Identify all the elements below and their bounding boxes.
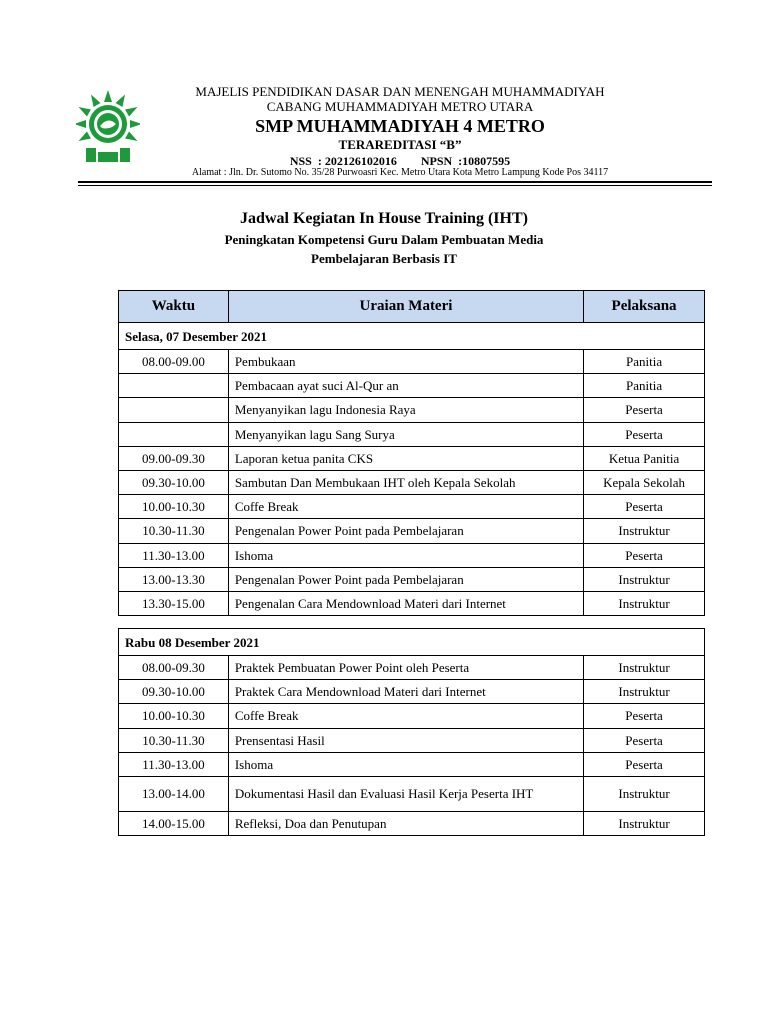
cell-time: 09.30-10.00 [119,470,229,494]
cell-item: Pembacaan ayat suci Al-Qur an [228,374,583,398]
cell-by: Instruktur [584,776,705,811]
cell-by: Panitia [584,350,705,374]
cell-by: Peserta [584,495,705,519]
cell-time: 10.00-10.30 [119,495,229,519]
cell-time: 14.00-15.00 [119,811,229,835]
cell-time: 10.00-10.30 [119,704,229,728]
cell-item: Pengenalan Cara Mendownload Materi dari Internet [228,591,583,615]
cell-item: Menyanyikan lagu Indonesia Raya [228,398,583,422]
cell-by: Peserta [584,752,705,776]
cell-by: Kepala Sekolah [584,470,705,494]
cell-time: 11.30-13.00 [119,752,229,776]
accreditation: TERAREDITASI “B” [338,137,462,152]
cell-time [119,422,229,446]
schedule-table-day2 [118,628,705,836]
table-row [119,591,705,615]
table-row [119,704,705,728]
day-row [119,323,705,350]
table-row [119,374,705,398]
cell-item: Praktek Pembuatan Power Point oleh Peserta [228,656,583,680]
cell-item: Pengenalan Power Point pada Pembelajaran [228,567,583,591]
muhammadiyah-emblem-icon [76,88,140,164]
document-subtitle-2: Pembelajaran Berbasis IT [311,251,457,266]
cell-item: Ishoma [228,752,583,776]
cell-time: 11.30-13.00 [119,543,229,567]
org-line-2: CABANG MUHAMMADIYAH METRO UTARA [266,99,534,114]
cell-time: 09.30-10.00 [119,680,229,704]
cell-item: Prensentasi Hasil [228,728,583,752]
cell-item: Sambutan Dan Membukaan IHT oleh Kepala Sekolah [228,470,583,494]
cell-by: Instruktur [584,567,705,591]
cell-by: Peserta [584,543,705,567]
table-row [119,811,705,835]
cell-time: 08.00-09.00 [119,350,229,374]
table-row [119,422,705,446]
cell-by: Instruktur [584,680,705,704]
day-row [119,629,705,656]
cell-by: Panitia [584,374,705,398]
document-title: Jadwal Kegiatan In House Training (IHT) [240,210,528,227]
school-ids: NSS : 202126102016 NPSN :10807595 [289,154,511,168]
cell-by: Instruktur [584,811,705,835]
cell-by: Instruktur [584,591,705,615]
cell-item: Menyanyikan lagu Sang Surya [228,422,583,446]
table-row [119,350,705,374]
cell-by: Instruktur [584,519,705,543]
cell-item: Coffe Break [228,704,583,728]
cell-item: Coffe Break [228,495,583,519]
table-row [119,446,705,470]
cell-by: Ketua Panitia [584,446,705,470]
table-row [119,519,705,543]
cell-item: Praktek Cara Mendownload Materi dari Internet [228,680,583,704]
table-row [119,495,705,519]
table-row [119,776,705,811]
cell-time: 10.30-11.30 [119,519,229,543]
header-rule-thin [78,185,712,186]
table-row [119,470,705,494]
header-rule-thick [78,181,712,183]
table-row [119,567,705,591]
table-row [119,543,705,567]
cell-time: 08.00-09.30 [119,656,229,680]
cell-item: Refleksi, Doa dan Penutupan [228,811,583,835]
cell-time: 10.30-11.30 [119,728,229,752]
cell-by: Peserta [584,728,705,752]
cell-by: Instruktur [584,656,705,680]
org-line-1: MAJELIS PENDIDIKAN DASAR DAN MENENGAH MUHAMMADIYAH [195,84,605,99]
table-row [119,728,705,752]
cell-item: Laporan ketua panita CKS [228,446,583,470]
cell-time [119,398,229,422]
table-row [119,680,705,704]
cell-item: Dokumentasi Hasil dan Evaluasi Hasil Kerja Peserta IHT [228,776,583,811]
schedule-table-day1 [118,290,705,616]
cell-time: 09.00-09.30 [119,446,229,470]
table-row [119,656,705,680]
day-label: Selasa, 07 Desember 2021 [119,323,705,350]
table-header-row [119,291,705,323]
cell-item: Pengenalan Power Point pada Pembelajaran [228,519,583,543]
cell-by: Peserta [584,704,705,728]
col-header-by: Pelaksana [584,291,705,323]
day-label: Rabu 08 Desember 2021 [119,629,705,656]
cell-by: Peserta [584,422,705,446]
cell-time [119,374,229,398]
table-row [119,752,705,776]
school-name: SMP MUHAMMADIYAH 4 METRO [255,116,545,136]
col-header-item: Uraian Materi [228,291,583,323]
cell-time: 13.30-15.00 [119,591,229,615]
col-header-time: Waktu [119,291,229,323]
cell-time: 13.00-14.00 [119,776,229,811]
cell-by: Peserta [584,398,705,422]
school-address: Alamat : Jln. Dr. Sutomo No. 35/28 Purwoasri Kec. Metro Utara Kota Metro Lampung Kode Pos 34117 [191,167,609,178]
cell-item: Ishoma [228,543,583,567]
cell-time: 13.00-13.30 [119,567,229,591]
table-row [119,398,705,422]
cell-item: Pembukaan [228,350,583,374]
document-subtitle-1: Peningkatan Kompetensi Guru Dalam Pembuatan Media [224,232,544,247]
